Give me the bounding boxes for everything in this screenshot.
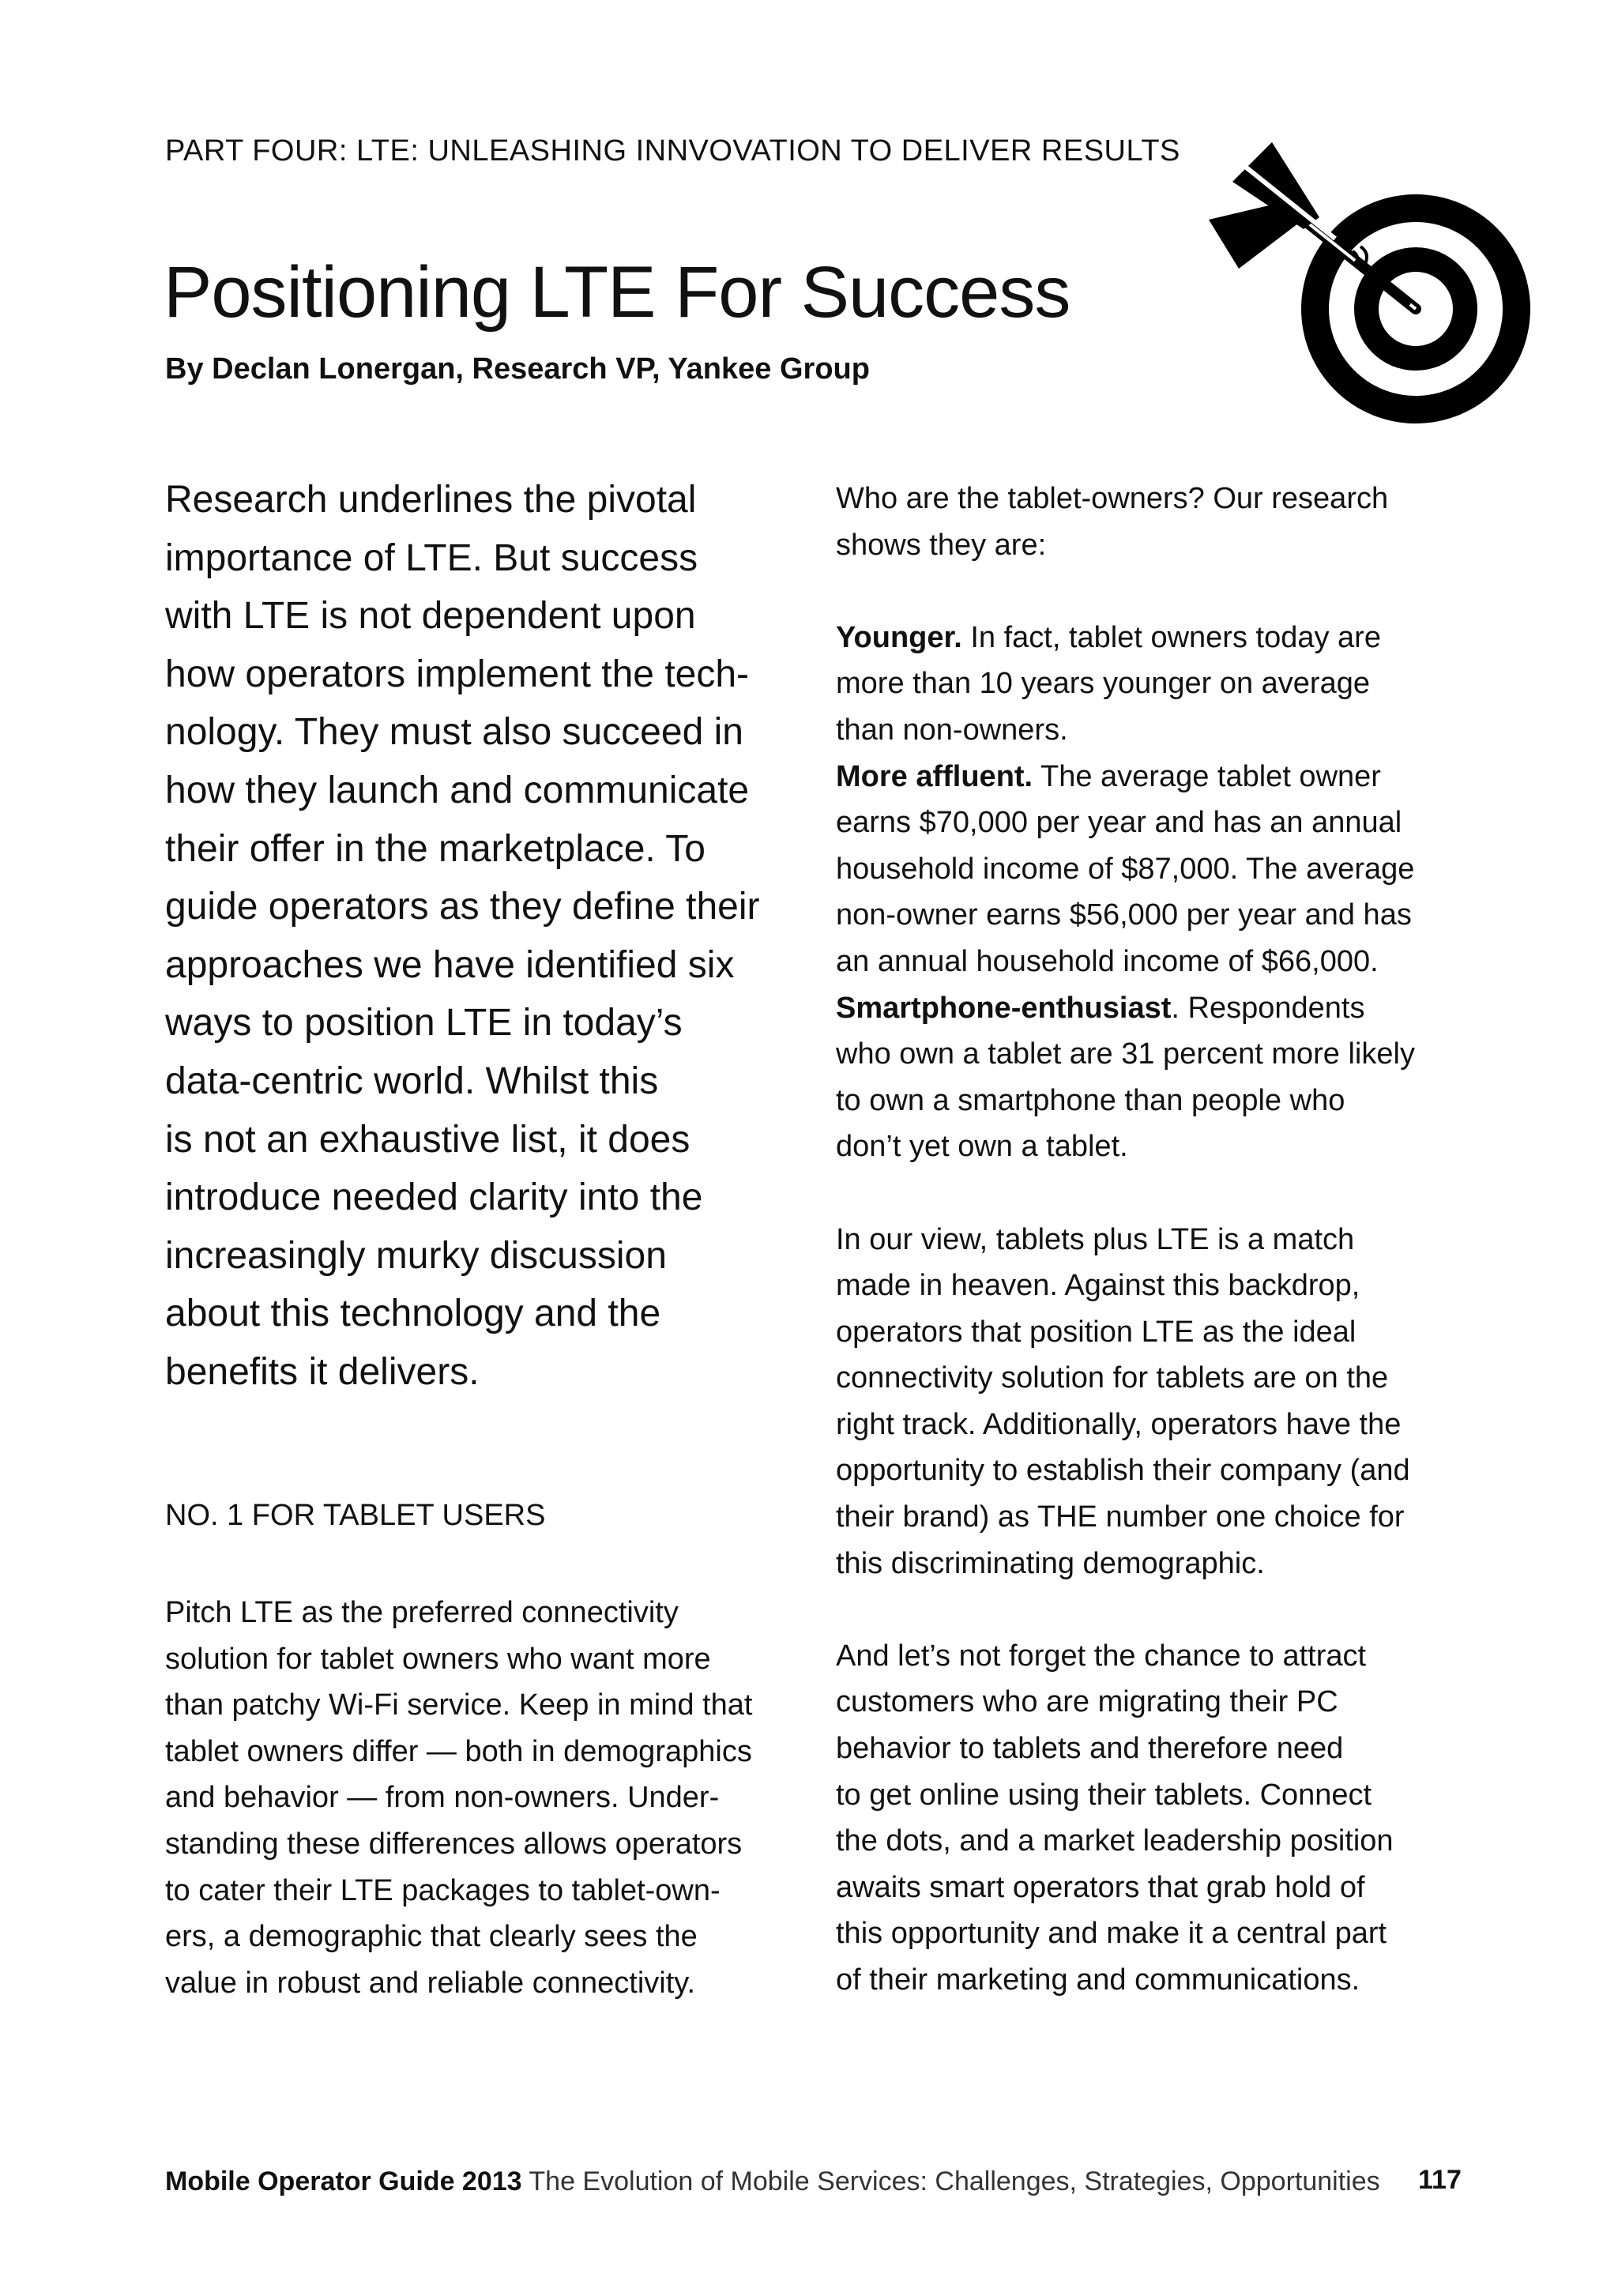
body-line: than non-owners. xyxy=(836,713,1068,747)
body-line: Who are the tablet-owners? Our research xyxy=(836,482,1389,515)
body-line: non-owner earns $56,000 per year and has xyxy=(836,898,1412,932)
question-paragraph xyxy=(836,476,1476,568)
footer xyxy=(165,2166,1380,2197)
body-line: Pitch LTE as the preferred connectivity xyxy=(165,1596,679,1629)
byline: By Declan Lonergan, Research VP, Yankee Group xyxy=(165,352,870,386)
intro-line: importance of LTE. But success xyxy=(165,536,698,579)
body-line: and behavior — from non-owners. Under- xyxy=(165,1781,720,1815)
intro-line: Research underlines the pivotal xyxy=(165,479,697,521)
affluent-paragraph xyxy=(836,754,1476,985)
body-line: made in heaven. Against this backdrop, xyxy=(836,1269,1360,1303)
body-line: earns $70,000 per year and has an annual xyxy=(836,806,1402,840)
intro-line: benefits it delivers. xyxy=(165,1350,480,1393)
intro-line: data-centric world. Whilst this xyxy=(165,1060,659,1102)
body-line: the dots, and a market leadership position xyxy=(836,1824,1394,1858)
body-line: customers who are migrating their PC xyxy=(836,1685,1338,1719)
body-line: behavior to tablets and therefore need xyxy=(836,1732,1344,1766)
body-line: who own a tablet are 31 percent more likely xyxy=(836,1037,1415,1071)
body-line: an annual household income of $66,000. xyxy=(836,944,1379,978)
body-line: In our view, tablets plus LTE is a match xyxy=(836,1222,1355,1256)
affluent-label: More affluent. xyxy=(836,759,1033,793)
footer-guide-title: Mobile Operator Guide 2013 xyxy=(165,2166,522,2196)
body-line: than patchy Wi-Fi service. Keep in mind that xyxy=(165,1688,753,1722)
body-line: household income of $87,000. The average xyxy=(836,852,1415,886)
intro-line: approaches we have identified six xyxy=(165,943,735,986)
body-line: to cater their LTE packages to tablet-own- xyxy=(165,1873,721,1907)
section-heading: NO. 1 FOR TABLET USERS xyxy=(165,1499,546,1532)
page-number: 117 xyxy=(1418,2165,1462,2195)
intro-line: their offer in the marketplace. To xyxy=(165,827,706,870)
body-line: value in robust and reliable connectivity. xyxy=(165,1966,696,2000)
body-line: connectivity solution for tablets are on the xyxy=(836,1361,1389,1395)
page-title: Positioning LTE For Success xyxy=(164,252,1071,333)
intro-line: nology. They must also succeed in xyxy=(165,711,743,754)
footer-subtitle: The Evolution of Mobile Services: Challenges, Strategies, Opportunities xyxy=(521,2166,1380,2196)
intro-line: introduce needed clarity into the xyxy=(165,1176,703,1219)
intro-line: with LTE is not dependent upon xyxy=(165,595,696,638)
body-line: The average tablet owner xyxy=(1033,759,1381,793)
body-line: this opportunity and make it a central part xyxy=(836,1917,1387,1951)
body-line: this discriminating demographic. xyxy=(836,1546,1265,1580)
intro-line: is not an exhaustive list, it does xyxy=(165,1118,690,1161)
body-line: solution for tablet owners who want more xyxy=(165,1642,711,1676)
body-line: And let’s not forget the chance to attract xyxy=(836,1639,1367,1673)
closing-paragraph xyxy=(836,1633,1476,2004)
body-line: right track. Additionally, operators have the xyxy=(836,1407,1402,1441)
intro-paragraph xyxy=(165,471,797,1402)
intro-line: how they launch and communicate xyxy=(165,769,750,811)
intro-line: increasingly murky discussion xyxy=(165,1234,667,1277)
right-column xyxy=(836,476,1476,2004)
view-paragraph xyxy=(836,1217,1476,1587)
body-line: their brand) as THE number one choice for xyxy=(836,1500,1405,1534)
smartphone-paragraph xyxy=(836,985,1476,1170)
body-line: to get online using their tablets. Connect xyxy=(836,1778,1372,1812)
body-line: In fact, tablet owners today are xyxy=(961,620,1381,654)
body-line: standing these differences allows operators xyxy=(165,1827,743,1861)
intro-line: ways to position LTE in today’s xyxy=(165,1002,683,1044)
body-line: awaits smart operators that grab hold of xyxy=(836,1870,1365,1904)
intro-line: how operators implement the tech- xyxy=(165,653,750,695)
body-line: of their marketing and communications. xyxy=(836,1963,1360,1997)
body-line: tablet owners differ — both in demographics xyxy=(165,1734,752,1768)
body-line: operators that position LTE as the ideal xyxy=(836,1315,1356,1349)
body-line: . Respondents xyxy=(1171,991,1365,1025)
bullseye-arrow-icon xyxy=(1209,134,1541,427)
younger-paragraph xyxy=(836,615,1476,754)
body-line: ers, a demographic that clearly sees the xyxy=(165,1920,698,1954)
body-line: shows they are: xyxy=(836,528,1047,562)
part-label: PART FOUR: LTE: UNLEASHING INNVOVATION TO DELIVER RESULTS xyxy=(165,134,1180,167)
section-body xyxy=(165,1590,805,2006)
intro-line: guide operators as they define their xyxy=(165,886,760,928)
body-line: opportunity to establish their company (and xyxy=(836,1454,1410,1488)
body-line: more than 10 years younger on average xyxy=(836,667,1370,701)
younger-label: Younger. xyxy=(836,620,962,654)
body-line: don’t yet own a tablet. xyxy=(836,1130,1128,1164)
body-line: to own a smartphone than people who xyxy=(836,1083,1345,1117)
smartphone-label: Smartphone-enthusiast xyxy=(836,991,1172,1025)
intro-line: about this technology and the xyxy=(165,1293,661,1335)
